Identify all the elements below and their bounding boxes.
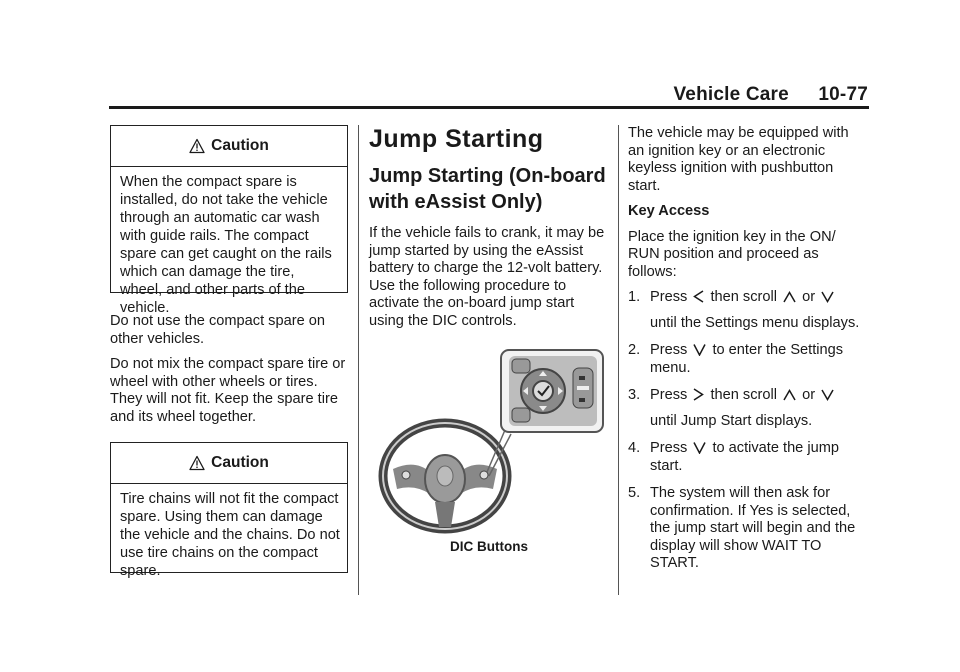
subsection-heading: Jump Starting (On-board with eAssist Only) bbox=[369, 165, 606, 213]
step-text: to activate the jump start. bbox=[650, 440, 839, 474]
left-column bbox=[110, 125, 350, 579]
step-text: Press bbox=[650, 387, 688, 403]
list-item bbox=[628, 387, 868, 430]
step-text: or bbox=[802, 289, 816, 305]
page-header bbox=[673, 84, 868, 106]
procedure-steps bbox=[628, 289, 868, 573]
warning-icon bbox=[189, 138, 205, 154]
caution-title: Caution bbox=[211, 137, 269, 155]
chevron-down-icon bbox=[821, 389, 834, 401]
right-column bbox=[628, 125, 868, 583]
caution-title: Caution bbox=[211, 454, 269, 472]
step-text: The system will then ask for confirmation. If Yes is selected, the jump start will begin and the display will show WAIT TO START. bbox=[650, 485, 856, 571]
caution-header bbox=[111, 126, 347, 167]
step-number: 1. bbox=[628, 289, 641, 305]
chevron-left-icon bbox=[693, 290, 704, 303]
step-text: to enter the Settings menu. bbox=[650, 342, 844, 376]
caution-box bbox=[110, 125, 348, 316]
caution-text: When the compact spare is installed, do not take the vehicle through an automatic car wash with guide rails. The compact spare can get caught on the rails which can damage the tire, wheel, and other parts of the vehicle. bbox=[120, 174, 332, 316]
section-title: Vehicle Care bbox=[673, 84, 789, 105]
step-number: 4. bbox=[628, 440, 641, 456]
step-text: then scroll bbox=[710, 387, 777, 403]
list-item bbox=[628, 342, 868, 377]
step-number: 5. bbox=[628, 485, 641, 501]
step-text: Press bbox=[650, 342, 688, 358]
paragraph: Place the ignition key in the ON/ RUN position and proceed as follows: bbox=[628, 228, 836, 280]
paragraph: If the vehicle fails to crank, it may be jump started by using the eAssist battery to charge the 12-volt battery. Use the following procedure to activate the on-board jump start using the DIC controls. bbox=[369, 225, 605, 329]
paragraph: Do not mix the compact spare tire or wheel with other wheels or tires. They will not fit. Keep the spare tire and its wheel together. bbox=[110, 356, 346, 425]
paragraph: The vehicle may be equipped with an ignition key or an electronic keyless ignition with pushbutton start. bbox=[628, 125, 849, 194]
chevron-right-icon bbox=[693, 388, 704, 401]
page-number: 10-77 bbox=[818, 84, 868, 105]
list-item bbox=[628, 485, 868, 573]
step-number: 3. bbox=[628, 387, 641, 403]
step-text: or bbox=[802, 387, 816, 403]
list-item bbox=[628, 289, 868, 332]
step-text: then scroll bbox=[710, 289, 777, 305]
header-rule bbox=[109, 106, 869, 109]
column-divider-left bbox=[358, 125, 359, 595]
key-access-heading: Key Access bbox=[628, 203, 710, 219]
caution-box bbox=[110, 442, 348, 579]
checkmark-icon bbox=[693, 343, 706, 356]
step-text: Press bbox=[650, 289, 688, 305]
step-number: 2. bbox=[628, 342, 641, 358]
section-heading: Jump Starting bbox=[369, 125, 544, 153]
chevron-up-icon bbox=[783, 291, 796, 303]
chevron-up-icon bbox=[783, 389, 796, 401]
figure-caption: DIC Buttons bbox=[450, 539, 528, 554]
column-divider-right bbox=[618, 125, 619, 595]
checkmark-icon bbox=[693, 441, 706, 454]
list-item bbox=[628, 440, 868, 475]
chevron-down-icon bbox=[821, 291, 834, 303]
middle-column bbox=[369, 125, 609, 556]
caution-header bbox=[111, 443, 347, 484]
step-text: until Jump Start displays. bbox=[650, 412, 813, 429]
caution-text: Tire chains will not fit the compact spare. Using them can damage the vehicle and the chains. Do not use tire chains on the compact spare. bbox=[120, 491, 340, 579]
paragraph: Do not use the compact spare on other vehicles. bbox=[110, 313, 325, 347]
step-text: until the Settings menu displays. bbox=[650, 314, 860, 331]
steering-wheel-diagram bbox=[375, 344, 605, 534]
dic-buttons-illustration bbox=[375, 344, 605, 534]
warning-icon bbox=[189, 455, 205, 471]
step-text: Press bbox=[650, 440, 688, 456]
